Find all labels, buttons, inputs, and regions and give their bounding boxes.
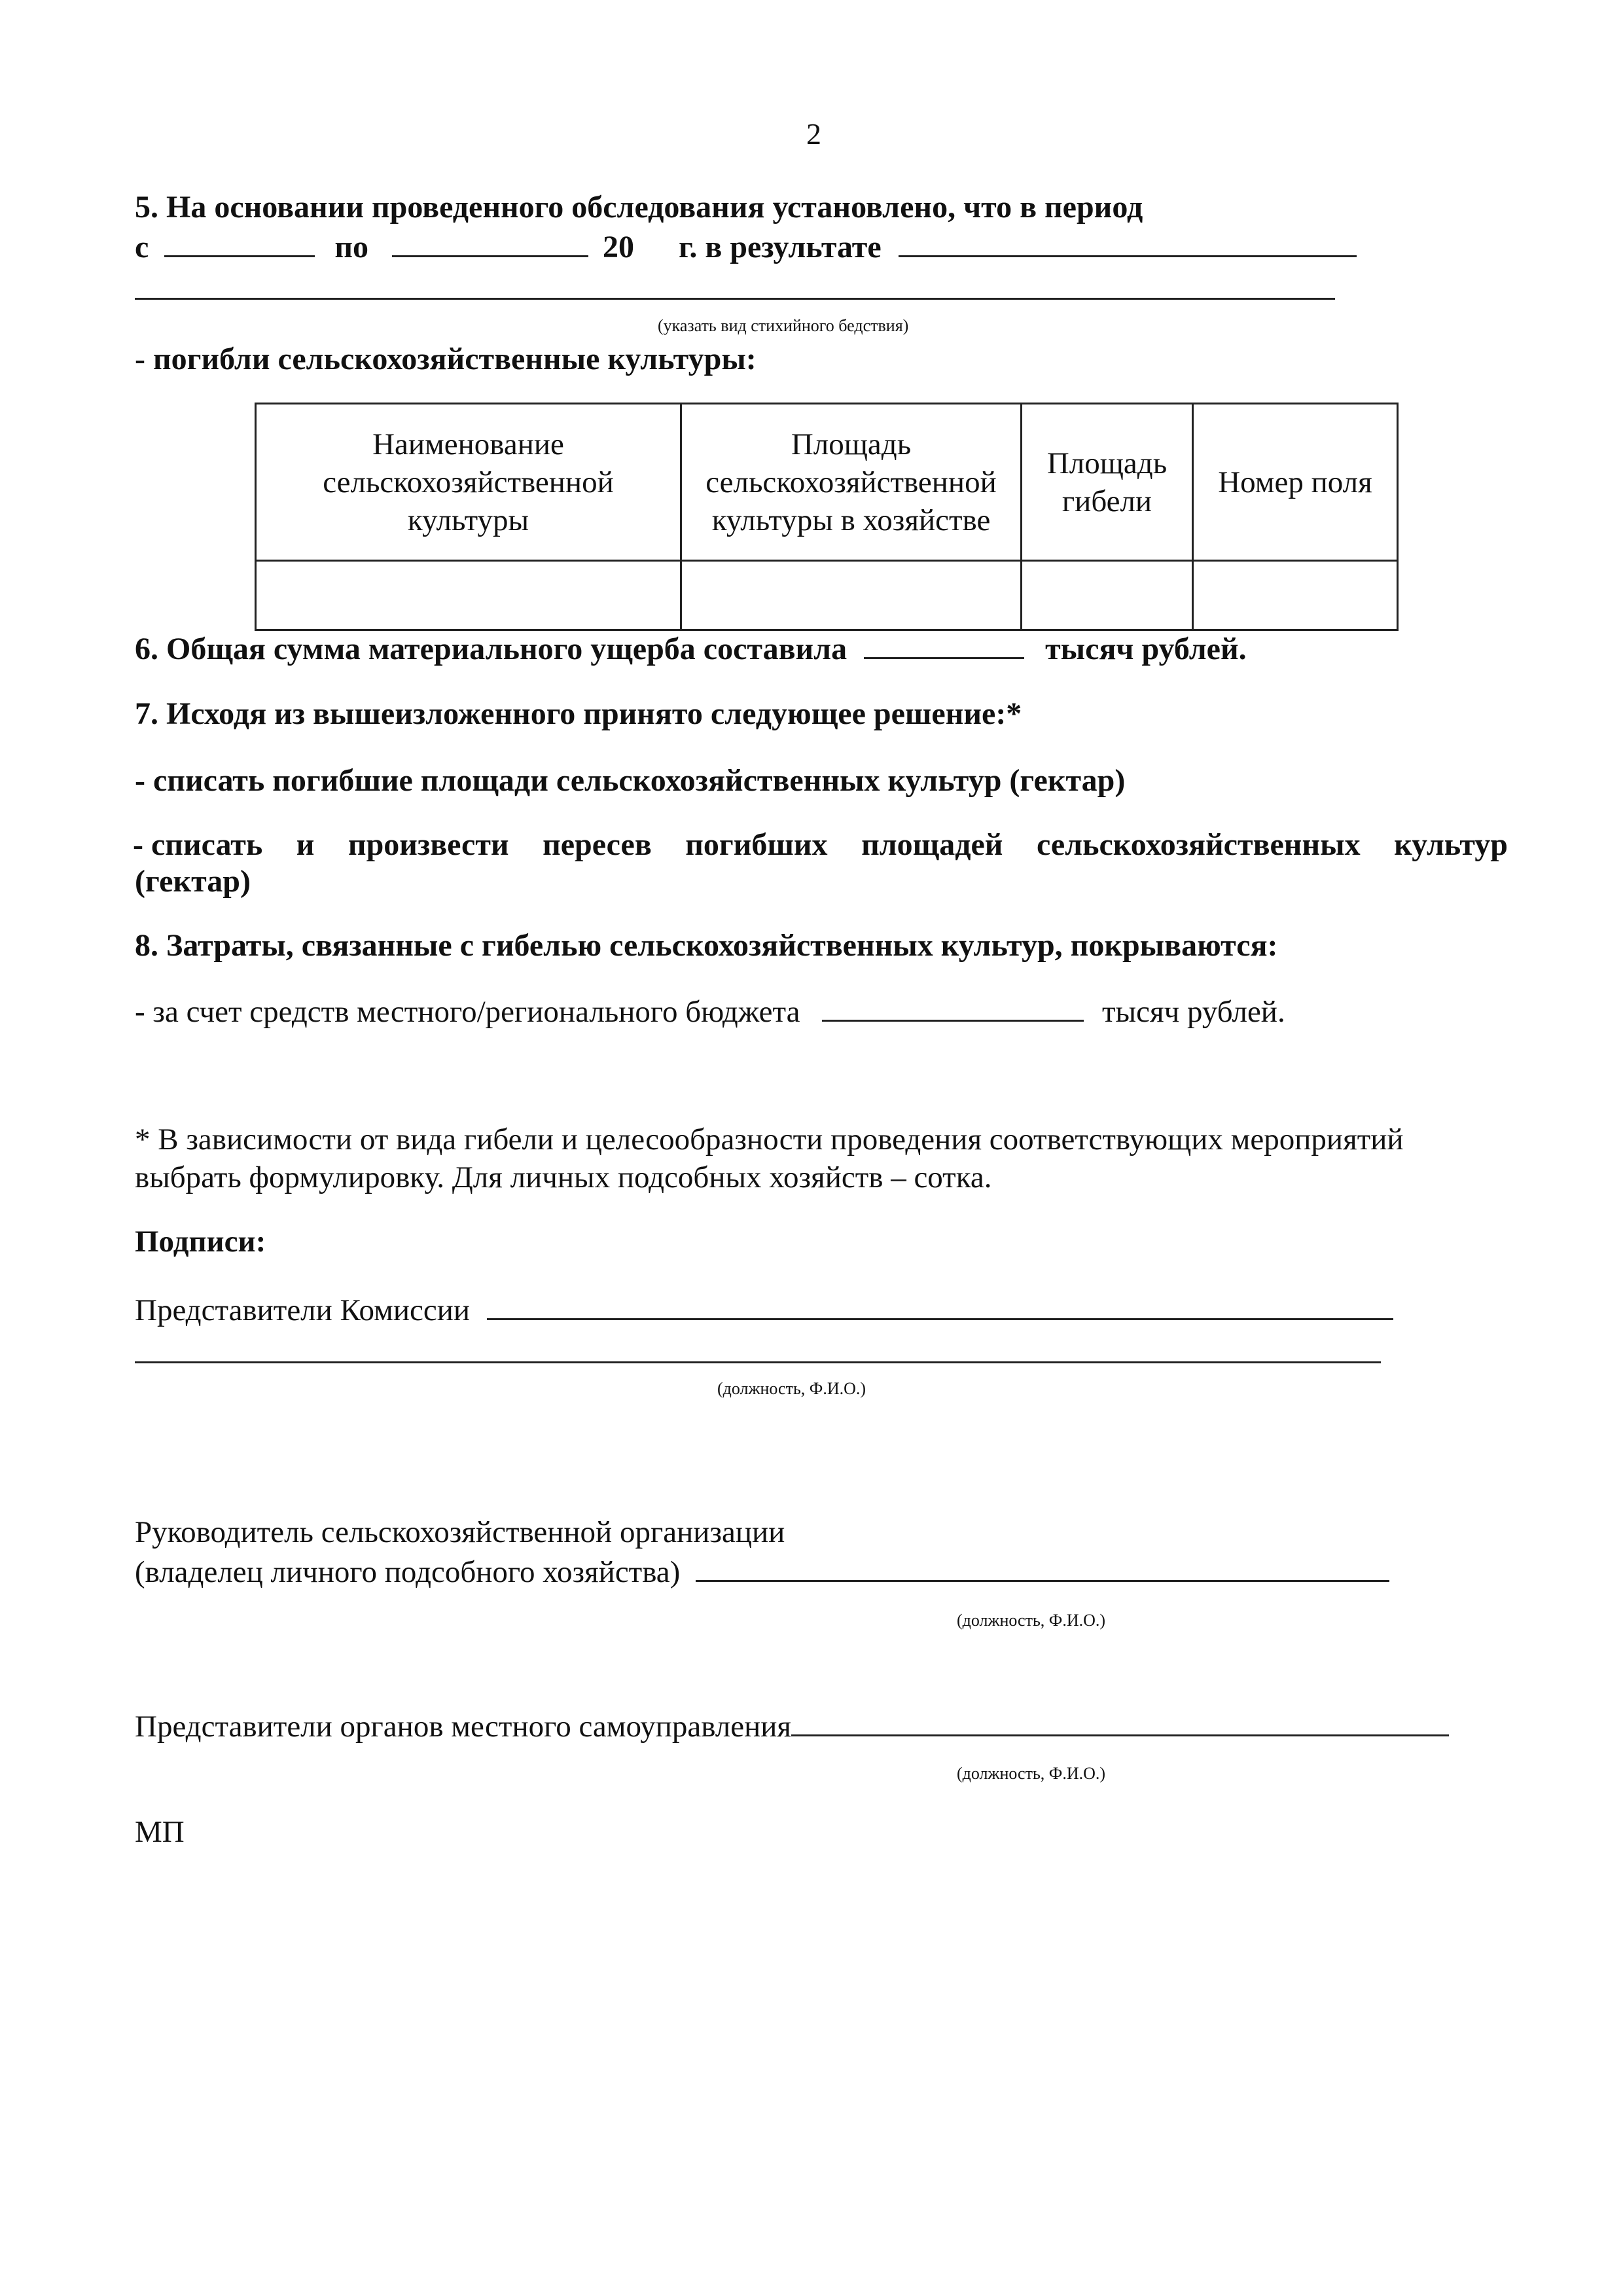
budget-amount-field[interactable] [822,991,1084,1022]
local-gov-hint: (должность, Ф.И.О.) [957,1764,1106,1783]
decision-heading: 7. Исходя из вышеизложенного принято следующее решение:* [135,696,1022,731]
head-signature-field[interactable] [696,1551,1389,1582]
signatures-title: Подписи: [135,1225,266,1259]
resow-word: и [296,827,315,862]
resow-word: погибших [685,827,828,862]
damage-line [135,628,1247,668]
disaster-hint: (указать вид стихийного бедствия) [658,316,909,335]
damage-amount-field[interactable] [864,628,1024,659]
disaster-field[interactable] [899,226,1357,257]
footnote-line2: выбрать формулировку. Для личных подсобных хозяйств – сотка. [135,1160,992,1194]
resow-word: площадей [861,827,1003,862]
resow-word: произвести [348,827,509,862]
header-crop-area: Площадь сельскохозяйственной культуры в хозяйстве [681,404,1022,561]
commission-continuation-line[interactable] [135,1361,1381,1363]
commission-hint: (должность, Ф.И.О.) [717,1379,866,1398]
period-line [135,226,1357,266]
table-header-row [256,404,1398,561]
budget-unit: тысяч рублей. [1102,995,1285,1029]
head-hint: (должность, Ф.И.О.) [957,1611,1106,1630]
head-line2: (владелец личного подсобного хозяйства) [135,1555,681,1589]
damage-label: 6. Общая сумма материального ущерба составила [135,632,847,666]
from-label: с [135,230,149,264]
local-gov-signature-field[interactable] [791,1706,1449,1736]
page-number: 2 [806,117,821,151]
damage-unit: тысяч рублей. [1045,632,1247,666]
budget-label: - за счет средств местного/регионального бюджета [135,995,800,1029]
cell-field-number[interactable] [1193,561,1398,630]
cell-crop-name[interactable] [256,561,681,630]
result-label: г. в результате [678,230,882,264]
resow-word: пересев [543,827,652,862]
decision-option-write-off: - списать погибшие площади сельскохозяйственных культур (гектар) [135,763,1126,798]
crops-lost-label: - погибли сельскохозяйственные культуры: [135,342,757,376]
crops-table [255,403,1399,631]
header-field-number: Номер поля [1193,404,1398,561]
commission-label: Представители Комиссии [135,1293,471,1327]
date-from-field[interactable] [164,226,315,257]
resow-word: - списать [133,827,263,862]
header-lost-area: Площадь гибели [1022,404,1193,561]
disaster-continuation-line[interactable] [135,298,1335,300]
stamp-label: МП [135,1815,185,1849]
cell-crop-area[interactable] [681,561,1022,630]
table-row [256,561,1398,630]
resow-tail: (гектар) [135,864,251,899]
section5-heading: 5. На основании проведенного обследования установлено, что в период [135,190,1143,224]
local-gov-label: Представители органов местного самоуправления [135,1710,792,1744]
local-gov-line [135,1706,1449,1746]
year-label: 20 [602,230,634,264]
commission-signature-field[interactable] [487,1289,1393,1320]
header-crop-name: Наименование сельскохозяйственной культуры [256,404,681,561]
decision-option-resow [133,826,1508,864]
footnote-line1: * В зависимости от вида гибели и целесообразности проведения соответствующих мероприятий [135,1122,1404,1157]
to-label: по [334,230,368,264]
head-line1: Руководитель сельскохозяйственной организации [135,1515,785,1549]
resow-word: сельскохозяйственных [1036,827,1361,862]
resow-word: культур [1394,827,1508,862]
costs-heading: 8. Затраты, связанные с гибелью сельскохозяйственных культур, покрываются: [135,928,1278,963]
budget-line [135,991,1285,1031]
head-line2-row [135,1551,1389,1591]
date-to-field[interactable] [392,226,588,257]
commission-line [135,1289,1393,1329]
cell-lost-area[interactable] [1022,561,1193,630]
